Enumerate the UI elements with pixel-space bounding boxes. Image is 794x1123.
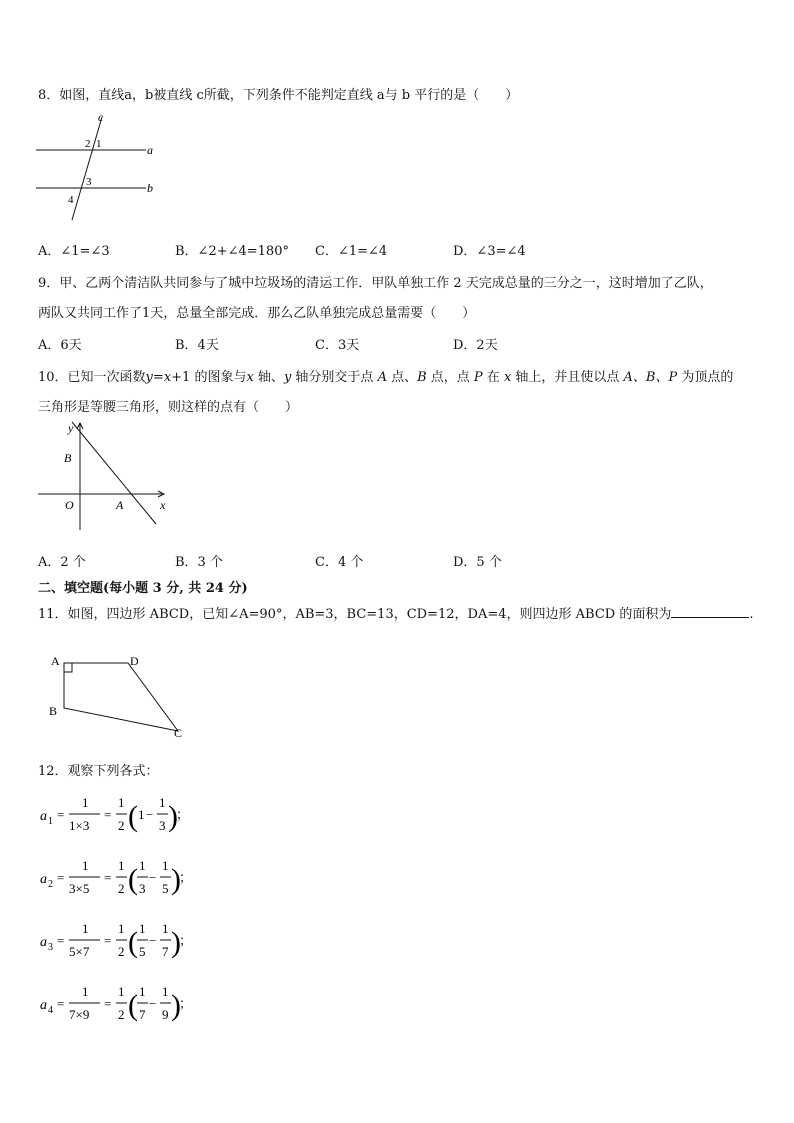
q10-line1: 10．已知一次函数y=x+1 的图象与x 轴、y 轴分别交于点 A 点、B 点，点 P 在 x 轴上，并且使以点 A、B、P 为顶点的 — [38, 370, 734, 385]
svg-text:7: 7 — [162, 944, 169, 959]
svg-text:1: 1 — [118, 921, 125, 936]
svg-text:−: − — [149, 933, 157, 948]
q9-option-a: A．6天 — [38, 338, 82, 353]
svg-text:2: 2 — [118, 818, 125, 833]
q9-option-b: B．4天 — [175, 338, 219, 353]
formula-3 — [38, 916, 208, 964]
q8-option-b: B．∠2+∠4=180° — [175, 244, 289, 259]
svg-text:−: − — [149, 870, 157, 885]
svg-text:4: 4 — [48, 1005, 53, 1016]
svg-text:1: 1 — [82, 921, 89, 936]
formula-2 — [38, 853, 208, 901]
label-c: C — [174, 726, 183, 740]
svg-text:3: 3 — [159, 818, 166, 833]
formula-1 — [38, 790, 208, 838]
label-a: A — [116, 498, 124, 512]
label-y: y — [68, 421, 74, 435]
right-angle-mark — [64, 663, 72, 672]
svg-text:2: 2 — [118, 881, 125, 896]
label-o: O — [65, 498, 74, 512]
angle-2: 2 — [85, 138, 91, 150]
svg-text:): ) — [171, 926, 181, 959]
label-d: D — [130, 654, 139, 668]
function-line — [72, 422, 156, 524]
q11-stem: 11．如图，四边形 ABCD，已知∠A=90°，AB=3，BC=13，CD=12，DA=4，则四边形 ABCD 的面积为 . — [38, 607, 754, 622]
q10-option-d: D．5 个 — [453, 555, 502, 570]
a-symbol: a — [40, 809, 47, 824]
q8-option-d: D．∠3=∠4 — [453, 244, 526, 259]
svg-text:1: 1 — [82, 858, 89, 873]
svg-text:1: 1 — [139, 921, 146, 936]
q9-line1: 9．甲、乙两个清洁队共同参与了城中垃圾场的清运工作．甲队单独工作 2 天完成总量的三分之一，这时增加了乙队， — [38, 276, 713, 291]
q8-option-c: C．∠1=∠4 — [315, 244, 388, 259]
svg-text:1: 1 — [82, 795, 89, 810]
svg-text:1: 1 — [162, 921, 169, 936]
svg-text:=: = — [57, 870, 65, 885]
svg-text:9: 9 — [162, 1007, 169, 1022]
svg-text:=: = — [104, 807, 112, 822]
q10-line2: 三角形是等腰三角形，则这样的点有（ ） — [38, 400, 299, 415]
svg-text:(: ( — [128, 989, 138, 1022]
svg-text:2: 2 — [118, 1007, 125, 1022]
svg-text:2: 2 — [48, 879, 53, 890]
svg-text:): ) — [171, 989, 181, 1022]
svg-text:1: 1 — [118, 858, 125, 873]
formula-4 — [38, 979, 208, 1027]
svg-text:(: ( — [128, 926, 138, 959]
svg-text:−: − — [146, 807, 154, 822]
angle-3: 3 — [86, 176, 92, 188]
svg-text:；: ； — [179, 996, 193, 1011]
line-c — [72, 117, 102, 220]
label-a: a — [147, 143, 153, 157]
svg-text:；: ； — [176, 807, 190, 822]
label-b: B — [64, 451, 72, 465]
svg-text:5×7: 5×7 — [69, 944, 90, 959]
svg-text:1: 1 — [162, 984, 169, 999]
svg-text:3×5: 3×5 — [69, 881, 90, 896]
a-subscript: 1 — [48, 816, 53, 827]
svg-text:1: 1 — [82, 984, 89, 999]
svg-text:；: ； — [179, 870, 193, 885]
svg-text:a: a — [40, 935, 47, 950]
label-b: B — [49, 704, 58, 718]
q9-line2: 两队又共同工作了1天，总量全部完成．那么乙队单独完成总量需要（ ） — [38, 306, 476, 321]
svg-text:1: 1 — [118, 984, 125, 999]
svg-text:=: = — [104, 996, 112, 1011]
q9-option-d: D．2天 — [453, 338, 498, 353]
svg-text:(: ( — [128, 863, 138, 896]
svg-text:a: a — [40, 998, 47, 1013]
angle-1: 1 — [96, 138, 102, 150]
q10-option-a: A．2 个 — [38, 555, 86, 570]
quadrilateral-abcd — [64, 663, 178, 731]
svg-text:1: 1 — [162, 858, 169, 873]
svg-text:=: = — [57, 807, 65, 822]
svg-text:1: 1 — [118, 795, 125, 810]
svg-text:7×9: 7×9 — [69, 1007, 90, 1022]
q10-option-c: C．4 个 — [315, 555, 364, 570]
svg-text:a: a — [40, 872, 47, 887]
svg-text:=: = — [104, 933, 112, 948]
svg-text:；: ； — [179, 933, 193, 948]
q8-figure — [34, 110, 164, 222]
svg-text:1: 1 — [139, 984, 146, 999]
svg-text:=: = — [104, 870, 112, 885]
svg-text:5: 5 — [162, 881, 169, 896]
svg-text:): ) — [171, 863, 181, 896]
angle-4: 4 — [68, 194, 74, 206]
svg-text:3: 3 — [139, 881, 146, 896]
label-a: A — [51, 654, 60, 668]
label-x: x — [160, 498, 166, 512]
label-c: c — [98, 110, 104, 124]
svg-text:(: ( — [128, 800, 138, 833]
label-b: b — [147, 181, 153, 195]
svg-text:2: 2 — [118, 944, 125, 959]
svg-text:−: − — [149, 996, 157, 1011]
q9-option-c: C．3天 — [315, 338, 360, 353]
q10-figure — [34, 420, 174, 530]
svg-text:): ) — [168, 800, 178, 833]
section-title: 二、填空题(每小题 3 分, 共 24 分) — [38, 581, 248, 596]
svg-text:=: = — [57, 996, 65, 1011]
q12-stem: 12．观察下列各式： — [38, 764, 159, 779]
svg-text:7: 7 — [139, 1007, 146, 1022]
svg-text:5: 5 — [139, 944, 146, 959]
svg-text:1: 1 — [159, 795, 166, 810]
answer-blank[interactable] — [671, 605, 749, 618]
svg-text:3: 3 — [48, 942, 53, 953]
svg-text:1: 1 — [139, 858, 146, 873]
q10-option-b: B．3 个 — [175, 555, 223, 570]
q8-option-a: A．∠1=∠3 — [38, 244, 110, 259]
svg-text:1: 1 — [138, 807, 145, 822]
svg-text:1×3: 1×3 — [69, 818, 90, 833]
q8-stem: 8．如图，直线a，b被直线 c所截，下列条件不能判定直线 a与 b 平行的是（ ） — [38, 88, 519, 103]
q11-figure — [44, 650, 194, 744]
svg-text:=: = — [57, 933, 65, 948]
